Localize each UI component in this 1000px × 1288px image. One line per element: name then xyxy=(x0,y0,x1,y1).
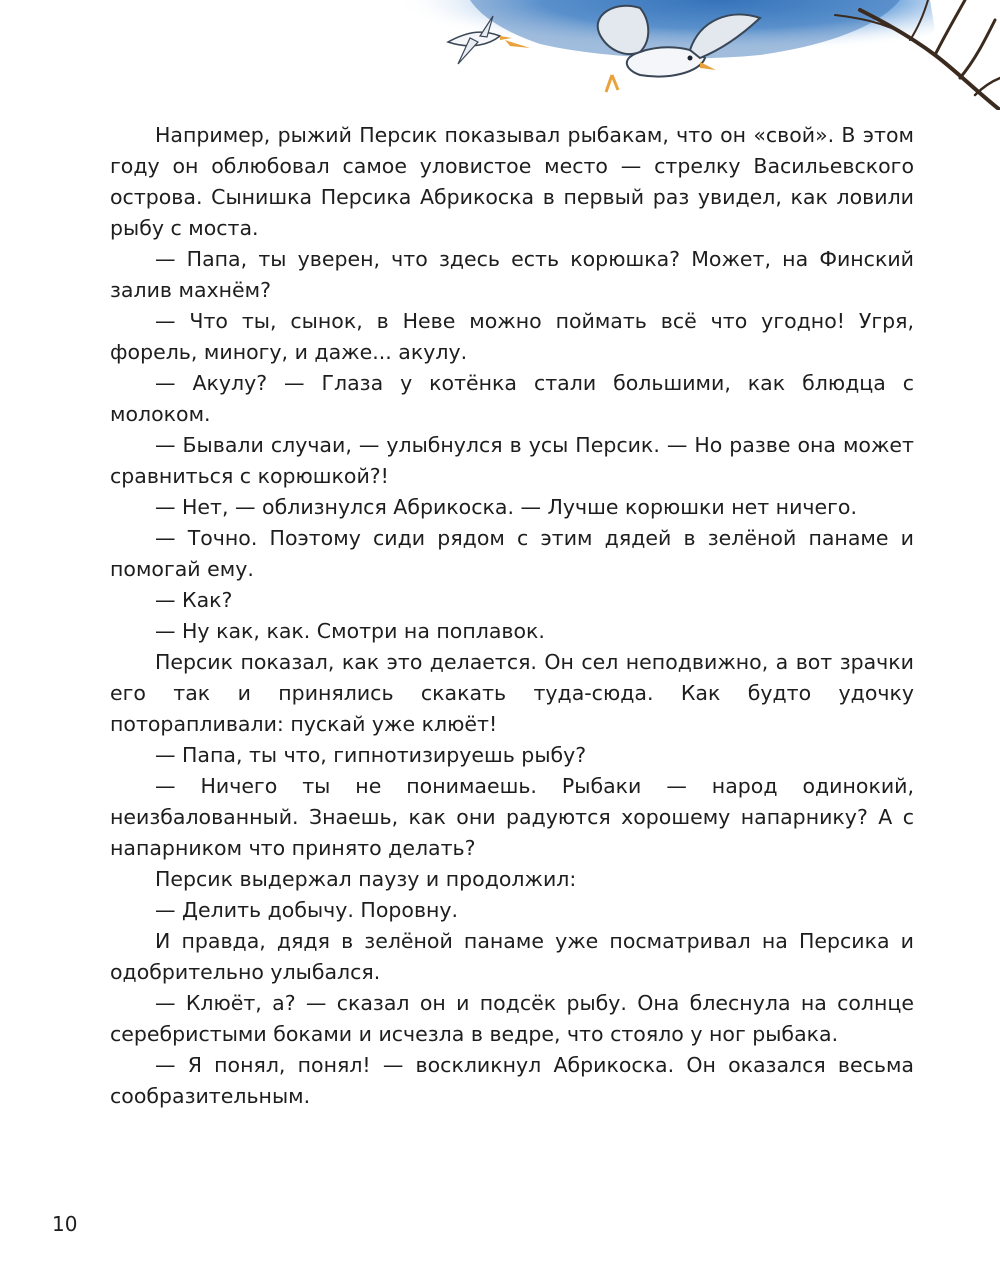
paragraph: — Ничего ты не понимаешь. Рыбаки — народ одинокий, неизбалованный. Знаешь, как они радуются хорошему напарнику? А с напарником что принято делать? xyxy=(110,774,914,860)
paragraph: — Нет, — облизнулся Абрикоска. — Лучше корюшки нет ничего. xyxy=(155,495,857,519)
paragraph: — Папа, ты уверен, что здесь есть корюшка? Может, на Финский залив махнём? xyxy=(110,247,914,302)
paragraph: Персик показал, как это делается. Он сел неподвижно, а вот зрачки его так и принялись скакать туда-сюда. Как будто удочку поторапливали: пускай уже клюёт! xyxy=(110,650,914,736)
paragraph: — Точно. Поэтому сиди рядом с этим дядей в зелёной панаме и помогай ему. xyxy=(110,526,914,581)
paragraph: — Делить добычу. Поровну. xyxy=(155,898,459,922)
paragraph: — Я понял, понял! — воскликнул Абрикоска. Он оказался весьма сообразительным. xyxy=(110,1053,914,1108)
paragraph: — Папа, ты что, гипнотизируешь рыбу? xyxy=(155,743,587,767)
sky-with-seagulls-and-branches-icon xyxy=(0,0,1000,110)
paragraph: И правда, дядя в зелёной панаме уже посматривал на Персика и одобрительно улыбался. xyxy=(110,929,914,984)
paragraph: Персик выдержал паузу и продолжил: xyxy=(155,867,577,891)
story-text xyxy=(110,120,914,1112)
paragraph: — Акулу? — Глаза у котёнка стали большими, как блюдца с молоком. xyxy=(110,371,914,426)
paragraph: — Клюёт, а? — сказал он и подсёк рыбу. Она блеснула на солнце серебристыми боками и исчезла в ведре, что стояло у ног рыбака. xyxy=(110,991,914,1046)
paragraph: — Как? xyxy=(155,588,233,612)
paragraph: Например, рыжий Персик показывал рыбакам, что он «свой». В этом году он облюбовал самое уловистое место — стрелку Васильевского острова. Сынишка Персика Абрикоска в первый раз увидел, как ловили рыбу с моста. xyxy=(110,123,914,240)
page-number: 10 xyxy=(52,1212,78,1236)
paragraph: — Ну как, как. Смотри на поплавок. xyxy=(155,619,545,643)
paragraph: — Бывали случаи, — улыбнулся в усы Персик. — Но разве она может сравниться с корюшкой?! xyxy=(110,433,914,488)
paragraph: — Что ты, сынок, в Неве можно поймать всё что угодно! Угря, форель, миногу, и даже... акулу. xyxy=(110,309,914,364)
